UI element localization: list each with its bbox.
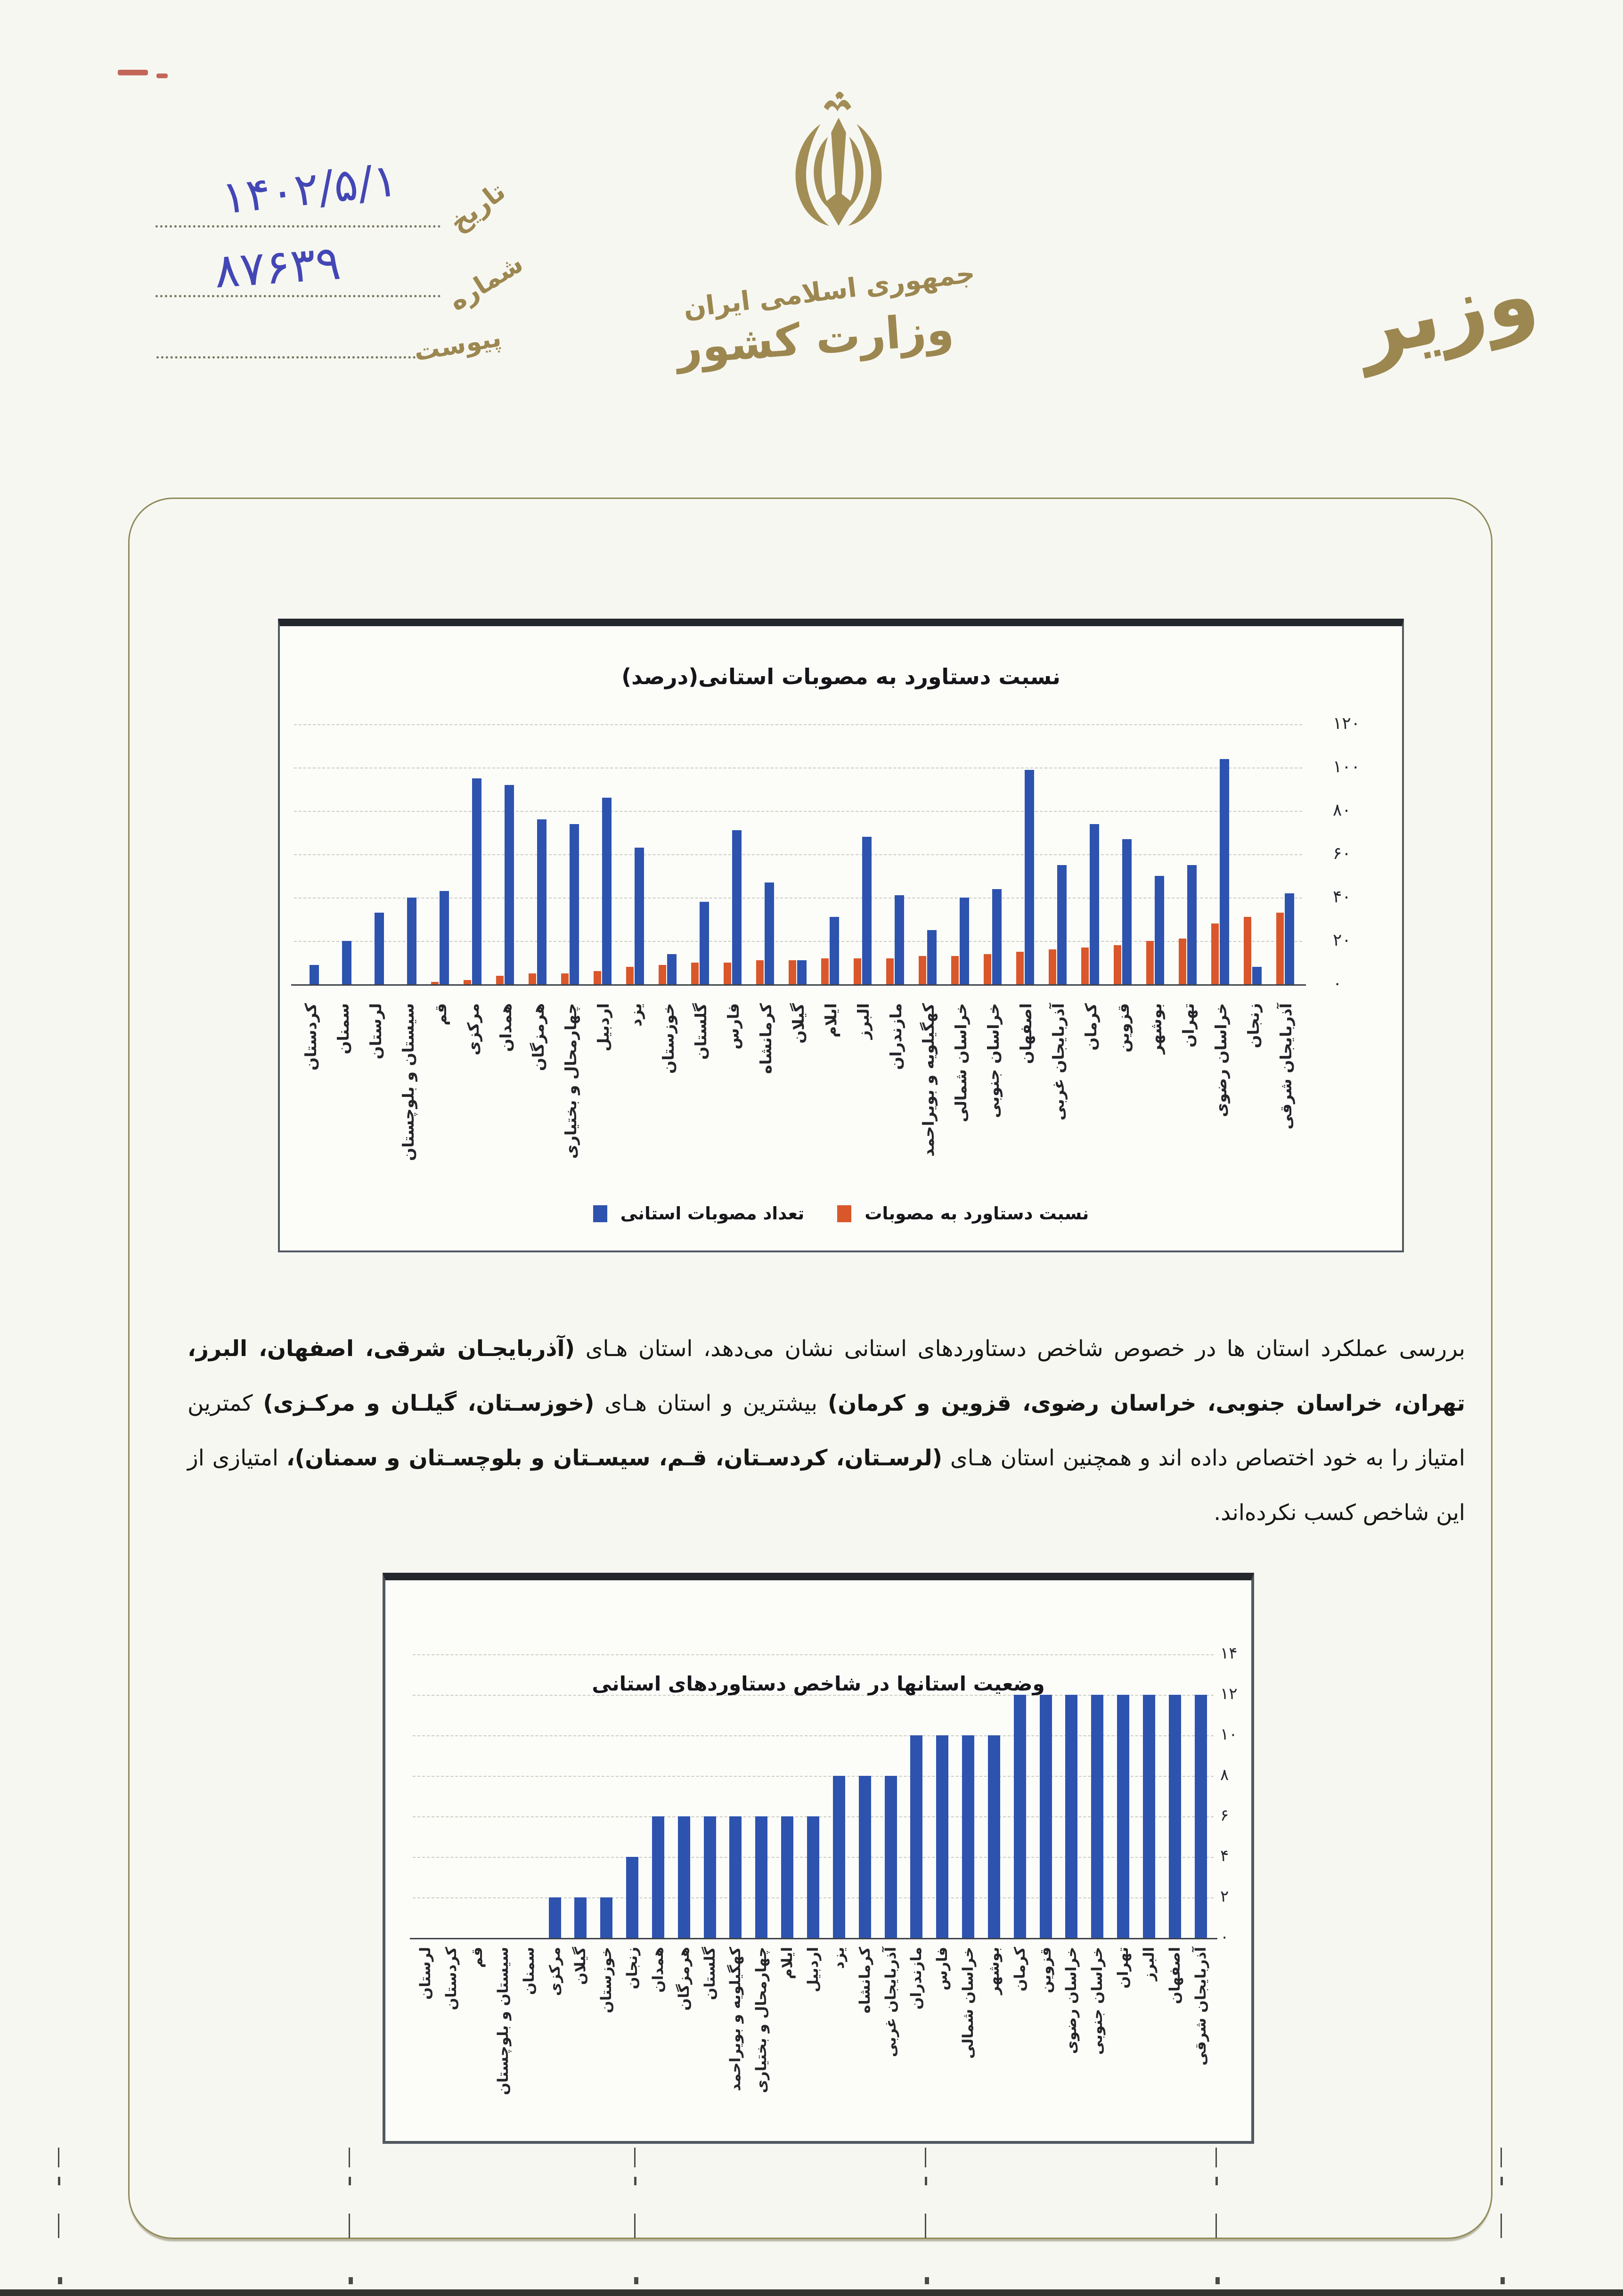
chart-title: نسبت دستاورد به مصوبات استانی(درصد) <box>621 664 1060 689</box>
legend-swatch-blue <box>593 1205 607 1222</box>
province-list-bold: (آذربایجـان شرقی، اصفهان، البرز، تهران، خراسان جنوبی، خراسان رضوی، قزوین و کرمان) <box>188 1336 1466 1416</box>
x-axis-label: کرمانشاه <box>856 1947 873 2014</box>
fold-mark <box>58 2177 60 2185</box>
gridline <box>294 724 1302 725</box>
bar-ratio <box>691 963 699 984</box>
bar-approvals <box>1220 759 1229 984</box>
bar-score <box>755 1816 767 1938</box>
bar-score <box>704 1816 716 1938</box>
fold-mark <box>925 2214 926 2238</box>
x-axis-label: گیلان <box>789 1003 807 1044</box>
x-axis-label: بوشهر <box>1147 1003 1166 1054</box>
date-label: تاریخ <box>444 176 511 238</box>
x-axis-label: خراسان رضوی <box>1212 1003 1231 1117</box>
bar-score <box>936 1735 948 1938</box>
fold-mark <box>58 2214 59 2238</box>
fold-mark <box>1501 2177 1503 2185</box>
y-axis-tick: ۴ <box>1220 1847 1229 1865</box>
x-axis-label: سمنان <box>520 1947 538 1995</box>
bar-approvals <box>1122 839 1132 984</box>
bar-ratio <box>1276 913 1284 984</box>
bar-score <box>549 1897 561 1938</box>
x-axis-label: قم <box>469 1947 486 1968</box>
scan-artifact <box>118 70 148 75</box>
x-axis-label: اصفهان <box>1166 1947 1183 2004</box>
bar-ratio <box>1114 945 1121 984</box>
bar-score <box>962 1735 974 1938</box>
x-axis-label: آذربایجان شرقی <box>1277 1003 1296 1130</box>
x-axis-label: خراسان شمالی <box>952 1003 971 1122</box>
fold-mark <box>634 2177 636 2185</box>
bar-score <box>807 1816 819 1938</box>
y-axis-tick: ۱۲ <box>1220 1684 1238 1703</box>
fold-mark <box>1215 2177 1218 2185</box>
fold-mark <box>925 2177 927 2185</box>
x-axis-label: خوزستان <box>598 1947 615 2013</box>
dotted-line <box>156 356 425 359</box>
fold-mark <box>925 2277 929 2284</box>
gridline <box>294 854 1302 855</box>
x-axis-label: کهگیلویه و بویراحمد <box>727 1947 744 2092</box>
x-axis-label: کرمانشاه <box>756 1003 775 1074</box>
bar-approvals <box>537 819 546 984</box>
x-axis-label: مرکزی <box>546 1947 563 1996</box>
legend-item-ratio <box>837 1203 1089 1224</box>
bar-ratio <box>561 973 569 984</box>
x-axis-label: اردبیل <box>805 1947 822 1993</box>
chart-plot-area <box>280 626 1402 1250</box>
bar-approvals <box>407 898 416 984</box>
x-axis-label: چهارمحال و بختیاری <box>561 1003 580 1159</box>
x-axis-label: کردستان <box>443 1947 460 2010</box>
bar-ratio <box>1179 939 1186 984</box>
x-axis-label: یزد <box>830 1947 848 1969</box>
bar-ratio <box>464 980 471 984</box>
x-axis-label: چهارمحال و بختیاری <box>753 1947 770 2093</box>
fold-mark <box>58 2148 59 2167</box>
bar-approvals <box>797 960 807 984</box>
y-axis-tick: ۲ <box>1220 1887 1229 1906</box>
fold-mark <box>1501 2214 1502 2238</box>
legend-label: تعداد مصوبات استانی <box>620 1203 805 1224</box>
y-axis-tick: ۰ <box>1220 1928 1229 1946</box>
fold-mark <box>349 2214 350 2238</box>
x-axis-label: ایلام <box>779 1947 796 1979</box>
x-axis-label: آذربایجان شرقی <box>1192 1947 1209 2066</box>
bar-score <box>910 1735 922 1938</box>
bar-approvals <box>1285 893 1294 984</box>
x-axis-label: کردستان <box>301 1003 320 1071</box>
x-axis-label: سیستان و بلوچستان <box>399 1003 417 1161</box>
ministry-name: وزارت کشور <box>675 303 955 375</box>
dotted-line <box>155 225 440 228</box>
bar-approvals <box>570 824 579 984</box>
bar-approvals <box>732 830 742 984</box>
bar-approvals <box>862 837 872 984</box>
x-axis-label: خراسان جنوبی <box>984 1003 1003 1118</box>
y-axis-tick: ۱۴ <box>1220 1644 1238 1663</box>
bar-score <box>1169 1695 1181 1938</box>
bar-score <box>600 1897 612 1938</box>
y-axis-tick: ۱۲۰ <box>1333 714 1361 733</box>
bar-approvals <box>1057 865 1067 984</box>
x-axis-label: هرمزگان <box>529 1003 547 1071</box>
fold-mark <box>349 2277 353 2284</box>
fold-mark <box>925 2148 926 2167</box>
fold-mark <box>1501 2277 1505 2284</box>
bar-approvals <box>310 965 319 984</box>
bar-score <box>1195 1695 1207 1938</box>
y-axis-tick: ۱۰۰ <box>1333 757 1361 776</box>
bar-approvals <box>1252 967 1262 984</box>
y-axis-tick: ۶ <box>1220 1806 1229 1825</box>
bar-approvals <box>830 917 839 984</box>
gridline <box>413 1654 1214 1655</box>
x-axis-label: خراسان جنوبی <box>1089 1947 1106 2055</box>
chart-provinces-index <box>383 1573 1254 2144</box>
fold-mark <box>1215 2148 1217 2167</box>
x-axis-label: البرز <box>1140 1947 1158 1981</box>
bar-approvals <box>1025 770 1034 984</box>
bar-ratio <box>854 958 861 984</box>
x-axis-label: گلستان <box>701 1947 718 2000</box>
date-value: ۱۴۰۲/۵/۱ <box>219 153 400 225</box>
x-axis-label: اصفهان <box>1017 1003 1036 1064</box>
page-bottom-edge <box>0 2289 1623 2296</box>
paragraph-text: کمترین امتیاز را به خود اختصاص داده اند و همچنین استان هـای <box>188 1390 1465 1471</box>
scan-artifact <box>156 74 168 78</box>
fold-mark <box>1501 2148 1502 2167</box>
x-axis-label: لرستان <box>366 1003 385 1060</box>
x-axis-label: هرمزگان <box>675 1947 693 2011</box>
paragraph-text: بررسی عملکرد استان ها در خصوص شاخص دستاوردهای استانی نشان می‌دهد، استان هـای <box>575 1336 1465 1362</box>
x-axis-label: زنجان <box>1244 1003 1263 1048</box>
bar-ratio <box>756 960 764 984</box>
bar-approvals <box>765 882 774 984</box>
bar-ratio <box>919 956 926 984</box>
bar-approvals <box>992 889 1002 984</box>
bar-score <box>833 1776 845 1938</box>
bar-ratio <box>1211 923 1219 984</box>
y-axis-tick: ۶۰ <box>1333 844 1351 863</box>
fold-mark <box>349 2148 350 2167</box>
x-axis-label: همدان <box>649 1947 667 1993</box>
legend-swatch-red <box>837 1205 851 1222</box>
chart-title: وضعیت استانها در شاخص دستاوردهای استانی <box>592 1672 1045 1695</box>
bar-approvals <box>1155 876 1164 984</box>
x-axis-label: خراسان شمالی <box>960 1947 977 2059</box>
bar-ratio <box>886 958 894 984</box>
bar-ratio <box>951 956 959 984</box>
x-axis-label: مازندران <box>908 1947 925 2010</box>
x-axis-label: همدان <box>496 1003 515 1052</box>
y-axis-tick: ۸۰ <box>1333 801 1351 820</box>
bar-ratio <box>1244 917 1251 984</box>
x-axis-label: لرستان <box>417 1947 434 2000</box>
bar-ratio <box>984 954 991 984</box>
x-axis-label: سیستان و بلوچستان <box>494 1947 512 2095</box>
bar-score <box>678 1816 690 1938</box>
bar-approvals <box>927 930 937 984</box>
bar-score <box>729 1816 742 1938</box>
y-axis-tick: ۱۰ <box>1220 1725 1238 1744</box>
x-axis-label: بوشهر <box>985 1947 1003 1995</box>
y-axis-tick: ۴۰ <box>1333 887 1351 907</box>
chart-legend <box>280 1203 1402 1224</box>
chart-plot-area <box>385 1580 1251 2141</box>
bar-score <box>859 1776 871 1938</box>
bar-approvals <box>700 902 709 984</box>
bar-score <box>781 1816 793 1938</box>
bar-ratio <box>626 967 634 984</box>
analysis-paragraph <box>188 1322 1465 1540</box>
number-label: شماره <box>443 248 529 317</box>
bar-score <box>574 1897 587 1938</box>
fold-mark <box>58 2277 62 2284</box>
x-axis-label: ایلام <box>822 1003 840 1038</box>
bar-approvals <box>667 954 677 984</box>
y-axis-tick: ۰ <box>1333 974 1342 993</box>
paragraph-text: بیشترین و استان هـای <box>594 1390 828 1416</box>
x-axis-label: البرز <box>854 1003 873 1039</box>
x-axis-label: کرمان <box>1011 1947 1028 1992</box>
bar-ratio <box>1146 941 1154 984</box>
x-axis-label: تهران <box>1179 1003 1198 1048</box>
bar-approvals <box>635 848 644 984</box>
bar-ratio <box>1016 952 1024 984</box>
x-axis-label: گیلان <box>572 1947 589 1985</box>
fold-mark <box>634 2148 636 2167</box>
x-axis-label: سمنان <box>334 1003 352 1054</box>
fold-mark <box>634 2277 638 2284</box>
bar-ratio <box>431 982 439 984</box>
x-axis-label: کرمان <box>1082 1003 1101 1051</box>
x-axis-label: فارس <box>934 1947 951 1991</box>
y-axis-tick: ۲۰ <box>1333 931 1351 950</box>
bar-approvals <box>342 941 351 984</box>
x-axis-label: تهران <box>1115 1947 1132 1989</box>
fold-mark <box>634 2214 636 2238</box>
bar-score <box>652 1816 664 1938</box>
bar-approvals <box>960 898 969 984</box>
legend-label: نسبت دستاورد به مصوبات <box>865 1203 1089 1224</box>
bar-score <box>626 1857 638 1938</box>
bar-score <box>988 1735 1000 1938</box>
org-name: جمهوری اسلامی ایران <box>682 258 977 324</box>
x-axis-line <box>291 984 1306 986</box>
x-axis-label: قزوین <box>1037 1947 1054 1994</box>
bar-approvals <box>602 798 612 984</box>
bar-ratio <box>1081 948 1089 984</box>
bar-score <box>1117 1695 1129 1938</box>
bar-approvals <box>375 913 384 984</box>
chart-ratio-achievements <box>278 619 1404 1252</box>
bar-score <box>885 1776 897 1938</box>
bar-ratio <box>789 960 796 984</box>
x-axis-label: کهگیلویه و بویراحمد <box>919 1003 938 1157</box>
iran-emblem-icon <box>775 75 902 264</box>
bar-ratio <box>659 965 666 984</box>
minister-title: وزیر <box>1348 246 1545 377</box>
bar-approvals <box>1090 824 1099 984</box>
fold-mark <box>1215 2214 1217 2238</box>
x-axis-label: یزد <box>626 1003 645 1027</box>
x-axis-label: زنجان <box>624 1947 641 1989</box>
legend-item-approvals <box>593 1203 805 1224</box>
x-axis-label: مرکزی <box>464 1003 482 1055</box>
attachment-label: پیوست <box>411 322 504 367</box>
x-axis-label: مازندران <box>887 1003 905 1070</box>
x-axis-label: اردبیل <box>594 1003 612 1052</box>
bar-score <box>1014 1695 1026 1938</box>
bar-score <box>1040 1695 1052 1938</box>
bar-score <box>1065 1695 1077 1938</box>
bar-ratio <box>1049 949 1056 984</box>
x-axis-label: خوزستان <box>659 1003 677 1074</box>
dotted-line <box>155 295 440 297</box>
paragraph-text: امتیازی از این شاخص کسب نکرده‌اند. <box>188 1445 1465 1526</box>
bar-ratio <box>529 973 536 984</box>
x-axis-label: گلستان <box>691 1003 710 1060</box>
bar-ratio <box>496 976 504 984</box>
number-value: ۸۷۶۳۹ <box>212 235 343 299</box>
bar-approvals <box>895 895 904 984</box>
x-axis-label: خراسان رضوی <box>1063 1947 1080 2054</box>
bar-ratio <box>594 971 601 984</box>
x-axis-label: آذربایجان غربی <box>882 1947 899 2057</box>
province-list-bold: (لرسـتان، کردسـتان، قـم، سیسـتان و بلوچسـتان و سمنان)، <box>286 1445 943 1471</box>
fold-mark <box>349 2177 351 2185</box>
x-axis-label: آذربایجان غربی <box>1049 1003 1068 1121</box>
x-axis-line <box>410 1938 1217 1939</box>
x-axis-label: قزوین <box>1114 1003 1133 1053</box>
bar-approvals <box>505 785 514 984</box>
bar-ratio <box>821 958 829 984</box>
bar-approvals <box>440 891 449 984</box>
gridline <box>294 811 1302 812</box>
bar-score <box>1091 1695 1103 1938</box>
y-axis-tick: ۸ <box>1220 1765 1229 1784</box>
province-list-bold: (خوزسـتان، گیلـان و مرکـزی) <box>263 1390 595 1416</box>
x-axis-label: فارس <box>724 1003 742 1050</box>
bar-approvals <box>472 778 481 984</box>
fold-mark <box>1215 2277 1220 2284</box>
bar-score <box>1143 1695 1155 1938</box>
bar-approvals <box>1187 865 1197 984</box>
bar-ratio <box>724 963 731 984</box>
x-axis-label: قم <box>431 1003 450 1026</box>
